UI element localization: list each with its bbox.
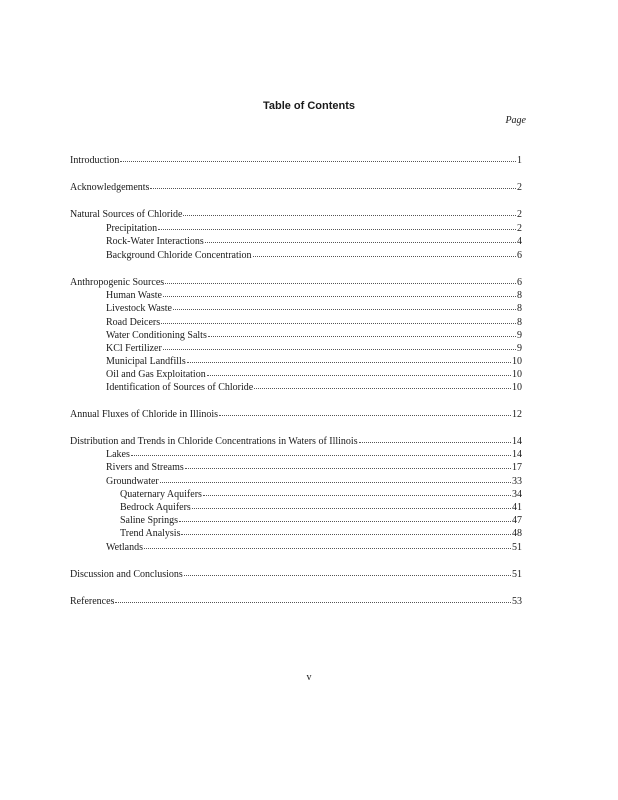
toc-entry-page: 34 xyxy=(512,489,522,500)
toc-entry-page: 14 xyxy=(512,449,522,460)
page-title: Table of Contents xyxy=(262,100,356,112)
leader-dots xyxy=(115,594,511,603)
toc-entry-page: 2 xyxy=(517,209,522,220)
toc-entry-page: 2 xyxy=(517,182,522,193)
toc-entry-page: 51 xyxy=(512,569,522,580)
toc-entry-page: 8 xyxy=(517,290,522,301)
toc-entry xyxy=(70,568,522,581)
toc-entry xyxy=(70,302,522,315)
leader-dots xyxy=(192,500,511,509)
toc-entry-label: Introduction xyxy=(70,155,120,166)
toc-entry xyxy=(70,249,522,262)
toc-entry-page: 41 xyxy=(512,502,522,513)
toc-entry-page: 6 xyxy=(517,277,522,288)
leader-dots xyxy=(181,526,511,535)
toc-entry-page: 10 xyxy=(512,356,522,367)
toc-entry-page: 10 xyxy=(512,369,522,380)
toc-entry-page: 14 xyxy=(512,436,522,447)
toc-entry-label: Wetlands xyxy=(106,542,143,553)
toc-entry-label: Precipitation xyxy=(106,223,158,234)
leader-dots xyxy=(179,513,511,522)
toc-entry xyxy=(70,208,522,221)
toc-entry-label: KCl Fertilizer xyxy=(106,343,162,354)
toc-entry xyxy=(70,154,522,167)
toc-entry-label: Municipal Landfills xyxy=(106,356,186,367)
toc-entry-label: Annual Fluxes of Chloride in Illinois xyxy=(70,409,219,420)
leader-dots xyxy=(158,221,516,230)
toc-entry-page: 9 xyxy=(517,343,522,354)
leader-dots xyxy=(184,567,511,576)
toc-entry-label: Identification of Sources of Chloride xyxy=(106,382,254,393)
toc-entry-label: Natural Sources of Chloride xyxy=(70,209,183,220)
leader-dots xyxy=(165,275,516,284)
toc-entry-page: 33 xyxy=(512,476,522,487)
toc-entry-label: Trend Analysis xyxy=(120,528,181,539)
toc-entry-page: 47 xyxy=(512,515,522,526)
toc-entry-label: Road Deicers xyxy=(106,317,161,328)
toc-entry-page: 1 xyxy=(517,155,522,166)
toc-entry-label: Rock-Water Interactions xyxy=(106,236,204,247)
toc-entry xyxy=(70,408,522,421)
toc-entry-page: 48 xyxy=(512,528,522,539)
leader-dots xyxy=(205,234,516,243)
leader-dots xyxy=(208,328,516,337)
leader-dots xyxy=(203,487,511,496)
toc-entry-label: References xyxy=(70,596,115,607)
toc-entry-label: Livestock Waste xyxy=(106,303,172,314)
toc-entry xyxy=(70,381,522,394)
toc-entry-label: Lakes xyxy=(106,449,130,460)
page-column-label: Page xyxy=(505,115,526,126)
leader-dots xyxy=(187,354,511,363)
leader-dots xyxy=(183,207,516,216)
toc-entry-page: 2 xyxy=(517,223,522,234)
toc-entry-page: 53 xyxy=(512,596,522,607)
toc-entry-label: Groundwater xyxy=(106,476,159,487)
leader-dots xyxy=(163,288,516,297)
toc-entry-label: Oil and Gas Exploitation xyxy=(106,369,206,380)
toc-entry xyxy=(70,235,522,248)
leader-dots xyxy=(219,407,511,416)
toc-entry-label: Rivers and Streams xyxy=(106,462,184,473)
leader-dots xyxy=(161,315,516,324)
toc-entry-label: Water Conditioning Salts xyxy=(106,330,207,341)
toc-entry-page: 51 xyxy=(512,542,522,553)
toc-entry xyxy=(70,595,522,608)
leader-dots xyxy=(120,153,516,162)
toc-entry-page: 4 xyxy=(517,236,522,247)
toc-entry-label: Quaternary Aquifers xyxy=(120,489,202,500)
toc-entry-label: Distribution and Trends in Chloride Concentrations in Waters of Illinois xyxy=(70,436,358,447)
leader-dots xyxy=(253,248,516,257)
toc-entry xyxy=(70,461,522,474)
toc-entry xyxy=(70,181,522,194)
leader-dots xyxy=(144,540,511,549)
leader-dots xyxy=(359,434,511,443)
toc-entry-label: Saline Springs xyxy=(120,515,179,526)
toc-entry xyxy=(70,527,522,540)
leader-dots xyxy=(131,447,511,456)
toc-entry-label: Human Waste xyxy=(106,290,162,301)
toc-entry xyxy=(70,541,522,554)
toc-entry-label: Background Chloride Concentration xyxy=(106,250,252,261)
leader-dots xyxy=(207,367,511,376)
toc-entry-page: 10 xyxy=(512,382,522,393)
leader-dots xyxy=(173,301,516,310)
leader-dots xyxy=(163,341,516,350)
leader-dots xyxy=(185,460,511,469)
footer-page-number: v xyxy=(306,672,312,683)
toc-entry-page: 9 xyxy=(517,330,522,341)
toc-entry-page: 12 xyxy=(512,409,522,420)
toc-entry-page: 8 xyxy=(517,317,522,328)
toc-entry-label: Anthropogenic Sources xyxy=(70,277,165,288)
leader-dots xyxy=(160,474,511,483)
toc-entry-label: Bedrock Aquifers xyxy=(120,502,191,513)
leader-dots xyxy=(254,380,511,389)
toc-entry-label: Acknowledgements xyxy=(70,182,150,193)
toc-entry-page: 8 xyxy=(517,303,522,314)
toc-entry-label: Discussion and Conclusions xyxy=(70,569,183,580)
leader-dots xyxy=(150,180,516,189)
toc-entry-page: 6 xyxy=(517,250,522,261)
toc-entry-page: 17 xyxy=(512,462,522,473)
